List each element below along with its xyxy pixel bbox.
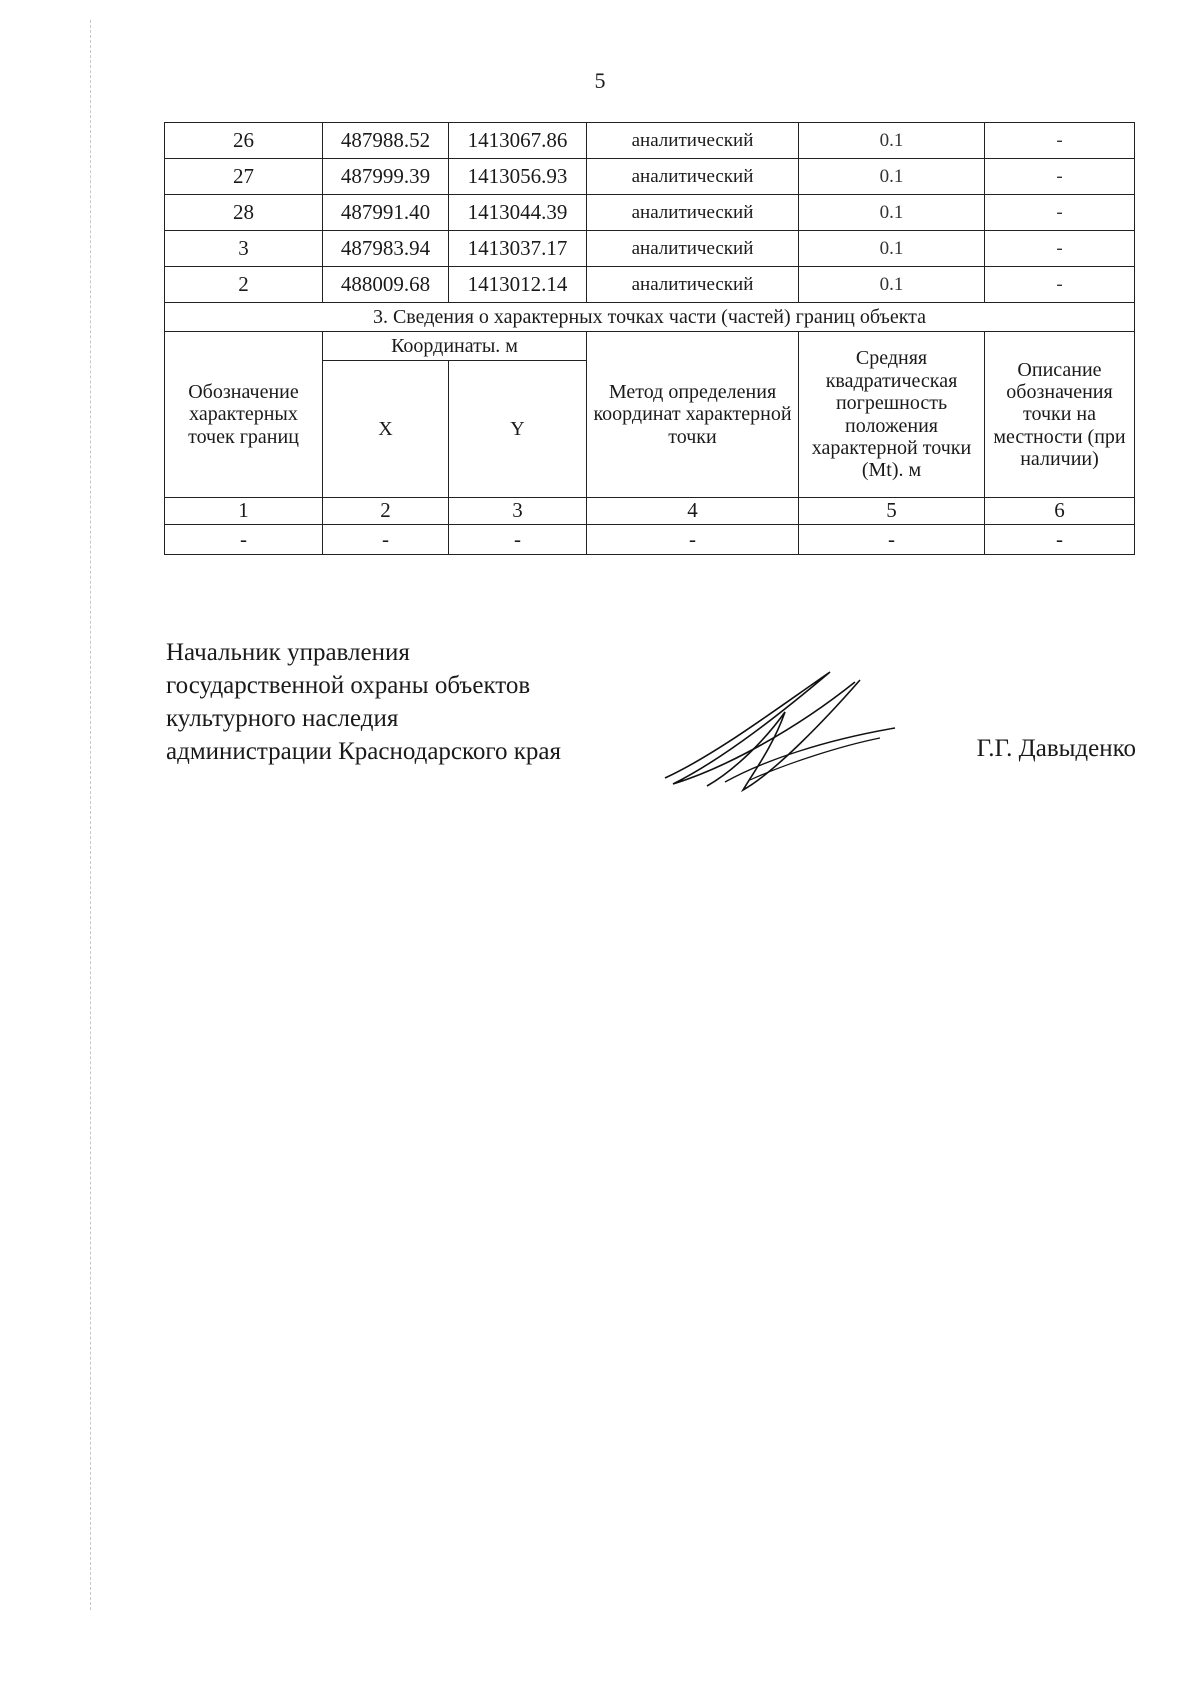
column-number: 6 [985, 498, 1135, 525]
signer-name: Г.Г. Давыденко [976, 735, 1136, 762]
column-numbers-row [165, 498, 1135, 525]
table-row [165, 195, 1135, 231]
cell-y: 1413044.39 [449, 195, 587, 231]
header-y: Y [449, 361, 587, 498]
header-error: Средняя квадратическая погрешность положения характерной точки (Mt). м [799, 332, 985, 498]
cell-x: 487999.39 [323, 159, 449, 195]
cell-error: 0.1 [799, 267, 985, 303]
table-row [165, 231, 1135, 267]
position-line: Начальник управления [166, 639, 410, 666]
empty-cell: - [449, 525, 587, 555]
cell-y: 1413056.93 [449, 159, 587, 195]
cell-y: 1413012.14 [449, 267, 587, 303]
signatory-position [166, 636, 561, 768]
cell-error: 0.1 [799, 159, 985, 195]
cell-description: - [985, 267, 1135, 303]
table-row [165, 123, 1135, 159]
header-description: Описание обозначения точки на местности (при наличии) [985, 332, 1135, 498]
empty-row [165, 525, 1135, 555]
empty-cell: - [799, 525, 985, 555]
column-number: 5 [799, 498, 985, 525]
binding-margin-line [90, 20, 91, 1610]
position-line: государственной охраны объектов [166, 672, 531, 699]
header-x: X [323, 361, 449, 498]
cell-description: - [985, 123, 1135, 159]
cell-method: аналитический [587, 123, 799, 159]
column-number: 2 [323, 498, 449, 525]
cell-point: 28 [165, 195, 323, 231]
empty-cell: - [323, 525, 449, 555]
empty-cell: - [587, 525, 799, 555]
cell-method: аналитический [587, 267, 799, 303]
empty-cell: - [985, 525, 1135, 555]
cell-point: 3 [165, 231, 323, 267]
cell-y: 1413067.86 [449, 123, 587, 159]
cell-x: 487988.52 [323, 123, 449, 159]
cell-error: 0.1 [799, 123, 985, 159]
cell-error: 0.1 [799, 231, 985, 267]
cell-x: 487983.94 [323, 231, 449, 267]
cell-method: аналитический [587, 195, 799, 231]
column-number: 1 [165, 498, 323, 525]
table-row [165, 267, 1135, 303]
coordinates-table [164, 122, 1135, 555]
cell-description: - [985, 195, 1135, 231]
cell-description: - [985, 159, 1135, 195]
cell-x: 487991.40 [323, 195, 449, 231]
cell-point: 27 [165, 159, 323, 195]
cell-point: 26 [165, 123, 323, 159]
table-row [165, 159, 1135, 195]
cell-method: аналитический [587, 231, 799, 267]
cell-y: 1413037.17 [449, 231, 587, 267]
header-coordinates: Координаты. м [323, 332, 587, 361]
empty-cell: - [165, 525, 323, 555]
cell-error: 0.1 [799, 195, 985, 231]
position-line: культурного наследия [166, 705, 399, 732]
header-point-designation: Обозначение характерных точек границ [165, 332, 323, 498]
page-number: 5 [594, 68, 606, 93]
handwritten-signature [655, 660, 905, 800]
cell-method: аналитический [587, 159, 799, 195]
cell-description: - [985, 231, 1135, 267]
cell-point: 2 [165, 267, 323, 303]
cell-x: 488009.68 [323, 267, 449, 303]
header-method: Метод определения координат характерной точки [587, 332, 799, 498]
column-number: 4 [587, 498, 799, 525]
section-title: 3. Сведения о характерных точках части (частей) границ объекта [165, 303, 1135, 332]
position-line: администрации Краснодарского края [166, 738, 562, 765]
column-number: 3 [449, 498, 587, 525]
